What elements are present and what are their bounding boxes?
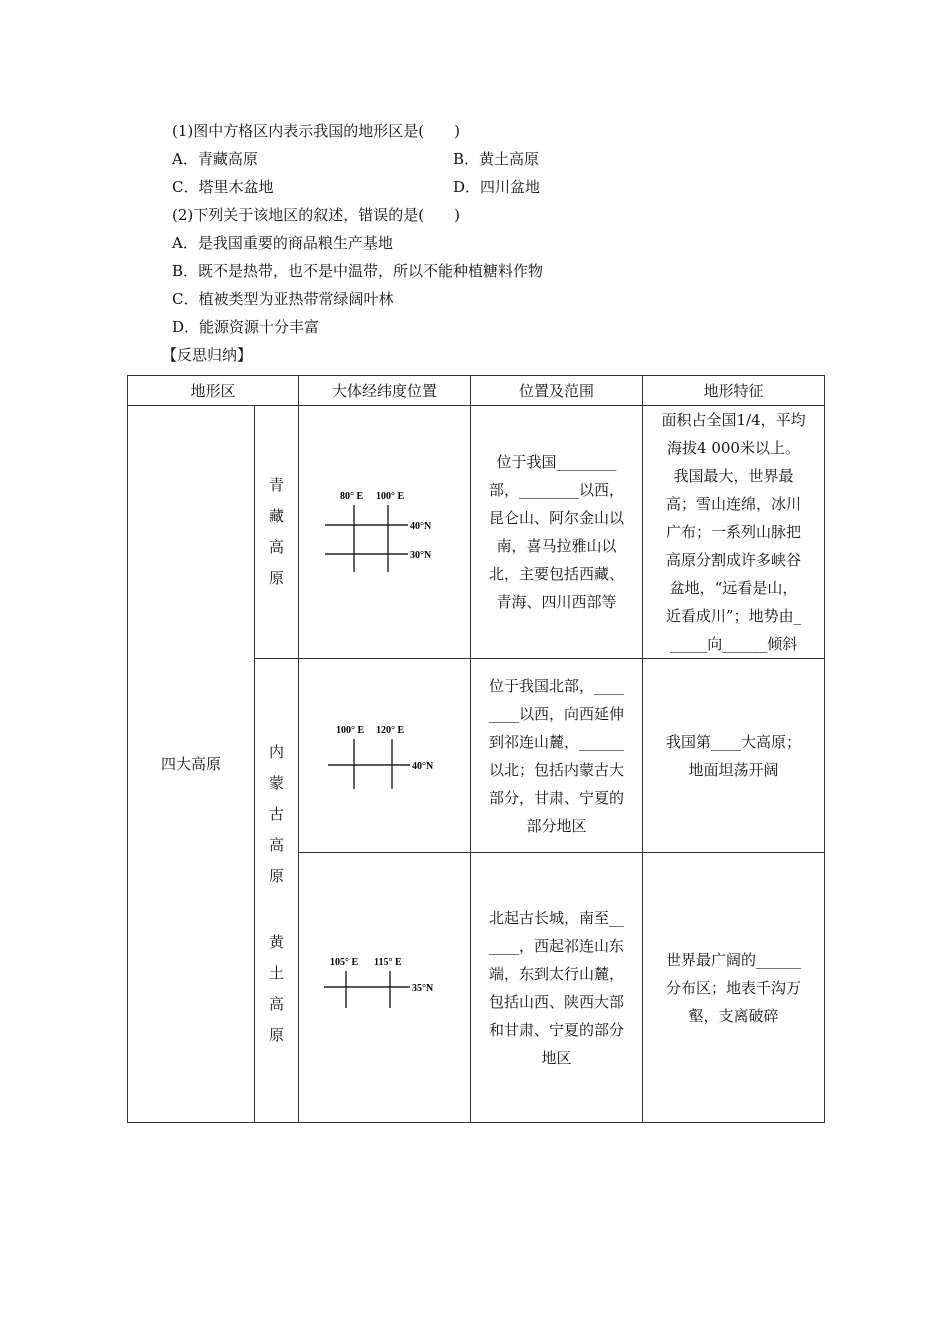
section-title: 【反思归纳】 <box>162 346 253 364</box>
range-cell: 位于我国________ 部，________以西， 昆仑山、阿尔金山以 南，喜马拉雅山以 北，主要包括西藏、 青海、四川西部等 <box>471 406 643 659</box>
grid-map-qingzang <box>320 487 450 577</box>
q2-option-b: B．既不是热带，也不是中温带，所以不能种植糖料作物 <box>172 262 544 280</box>
q1-stem: (1)图中方格区内表示我国的地形区是( ) <box>172 122 460 140</box>
q2-option-c: C．植被类型为亚热带常绿阔叶林 <box>172 290 394 308</box>
q1-option-a: A．青藏高原 <box>172 150 258 168</box>
table-row <box>128 406 825 659</box>
range-cell: 位于我国北部，____ ____以西，向西延伸 到祁连山麓，______ 以北；包括内蒙古大 部分，甘肃、宁夏的 部分地区 <box>471 659 643 853</box>
terrain-name: 内 蒙 古 高 原 黄 土 高 原 <box>255 659 299 1123</box>
map-lon-label: 105° E <box>329 956 358 968</box>
feature-cell: 世界最广阔的______ 分布区；地表千沟万 壑，支离破碎 <box>643 853 825 1123</box>
range-cell: 北起古长城，南至__ ____，西起祁连山东 端，东到太行山麓， 包括山西、陕西大部 和甘肃、宁夏的部分 地区 <box>471 853 643 1123</box>
terrain-name: 青 藏 高 原 <box>255 406 299 659</box>
feature-cell: 我国第____大高原； 地面坦荡开阔 <box>643 659 825 853</box>
header-range: 位置及范围 <box>471 376 643 406</box>
header-feature: 地形特征 <box>643 376 825 406</box>
q1-option-b: B．黄土高原 <box>453 150 540 168</box>
lonlat-map <box>299 659 471 853</box>
group-label: 四大高原 <box>128 406 255 1123</box>
grid-map-neimenggu <box>320 721 450 791</box>
q2-option-a: A．是我国重要的商品粮生产基地 <box>172 234 393 252</box>
map-lat-label: 30°N <box>409 550 431 561</box>
q2-option-d: D．能源资源十分丰富 <box>172 318 320 336</box>
q1-option-d: D．四川盆地 <box>453 178 541 196</box>
feature-cell: 面积占全国1/4，平均 海拔4 000米以上。 我国最大，世界最 高；雪山连绵，冰川 广布；一系列山脉把 高原分割成许多峡谷 盆地，“远看是山， 近看成川”；地势由_ _____向______倾斜 <box>643 406 825 659</box>
summary-table <box>127 375 825 1123</box>
map-lon-label: 100° E <box>375 491 404 502</box>
lonlat-map <box>299 853 471 1123</box>
map-lat-label: 40°N <box>409 521 431 532</box>
map-lat-label: 40°N <box>411 760 433 772</box>
map-lat-label: 35°N <box>411 982 433 994</box>
q2-stem: (2)下列关于该地区的叙述，错误的是( ) <box>172 206 460 224</box>
table-header-row <box>128 376 825 406</box>
q1-option-c: C．塔里木盆地 <box>172 178 274 196</box>
map-lon-label: 80° E <box>339 491 363 502</box>
lonlat-map <box>299 406 471 659</box>
map-lon-label: 115° E <box>373 956 402 968</box>
header-lonlat: 大体经纬度位置 <box>299 376 471 406</box>
map-lon-label: 120° E <box>375 724 404 736</box>
grid-map-huangtu <box>320 953 450 1023</box>
header-terrain: 地形区 <box>128 376 299 406</box>
map-lon-label: 100° E <box>335 724 364 736</box>
